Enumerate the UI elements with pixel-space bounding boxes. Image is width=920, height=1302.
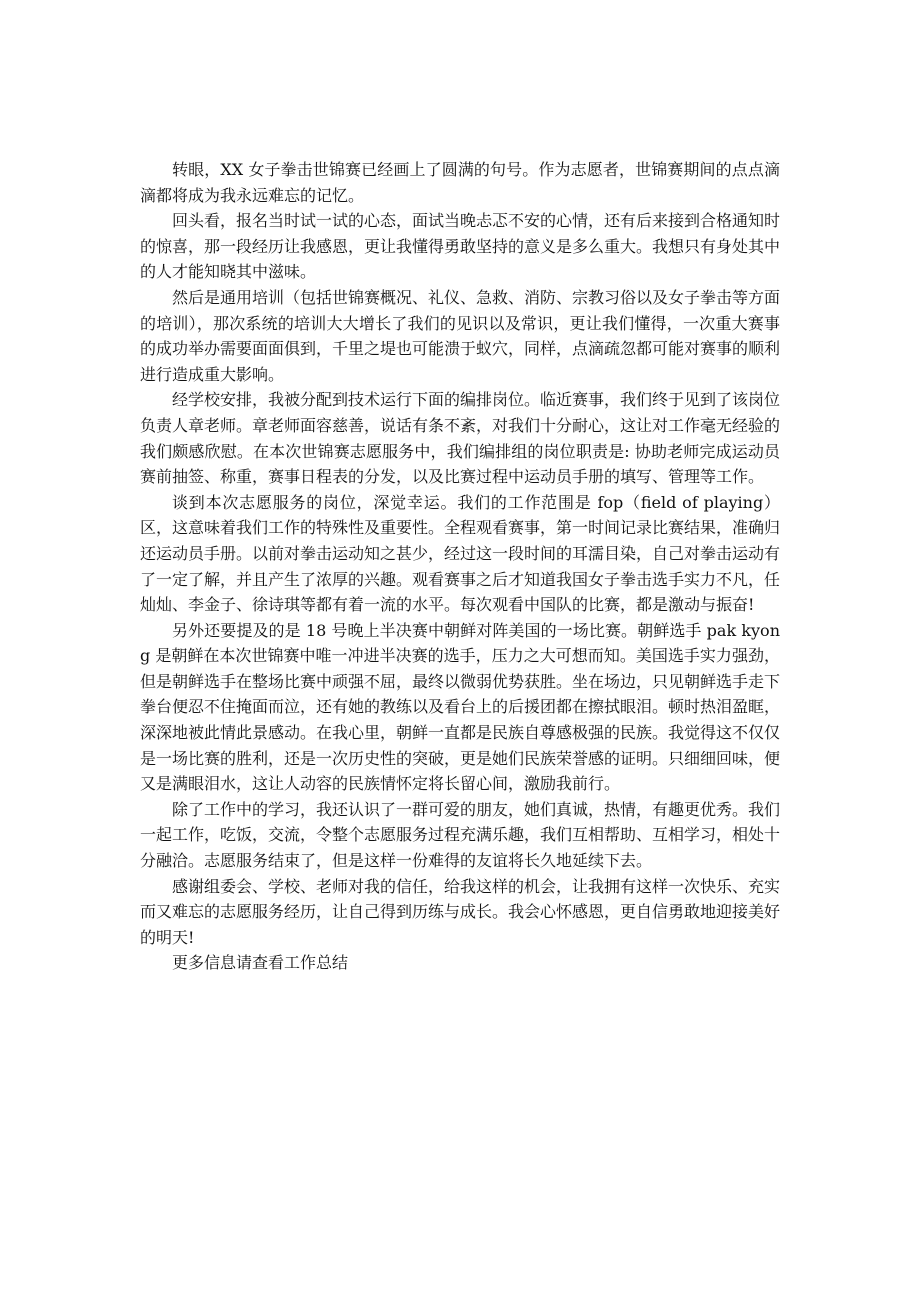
- paragraph-3: 然后是通用培训（包括世锦赛概况、礼仪、急救、消防、宗教习俗以及女子拳击等方面的培训），那次系统的培训大大增长了我们的见识以及常识，更让我们懂得，一次重大赛事的成功举办需要面面俱到，千里之堤也可能溃于蚁穴，同样，点滴疏忽都可能对赛事的顺利进行造成重大影响。: [140, 287, 781, 384]
- paragraph-1: 转眼，XX 女子拳击世锦赛已经画上了圆满的句号。作为志愿者，世锦赛期间的点点滴滴都将成为我永远难忘的记忆。: [140, 160, 780, 205]
- paragraph-2: 回头看，报名当时试一试的心态，面试当晚忐忑不安的心情，还有后来接到合格通知时的惊喜，那一段经历让我感恩，更让我懂得勇敢坚持的意义是多么重大。我想只有身处其中的人才能知晓其中滋味。: [140, 211, 781, 282]
- paragraph-9-more-info-link: 更多信息请查看工作总结: [172, 953, 349, 973]
- paragraph-7: 除了工作中的学习，我还认识了一群可爱的朋友，她们真诚，热情，有趣更优秀。我们一起工作，吃饭，交流，令整个志愿服务过程充满乐趣，我们互相帮助、互相学习，相处十分融洽。志愿服务结束了，但是这样一份难得的友谊将长久地延续下去。: [140, 799, 781, 871]
- paragraph-6: 另外还要提及的是 18 号晚上半决赛中朝鲜对阵美国的一场比赛。朝鲜选手 pak kyong 是朝鲜在本次世锦赛中唯一冲进半决赛的选手，压力之大可想而知。美国选手实力强劲，但是朝鲜选手在整场比赛中顽强不屈，最终以微弱优势获胜。坐在场边，只见朝鲜选手走下拳台便忍不住掩面而泣，还有她的教练以及看台上的后援团都在擦拭眼泪。顿时热泪盈眶，深深地被此情此景感动。在我心里，朝鲜一直都是民族自尊感极强的民族。我觉得这不仅仅是一场比赛的胜利，还是一次历史性的突破，更是她们民族荣誉感的证明。只细细回味，便又是满眼泪水，这让人动容的民族情怀定将长留心间，激励我前行。: [140, 620, 781, 794]
- paragraph-8: 感谢组委会、学校、老师对我的信任，给我这样的机会，让我拥有这样一次快乐、充实而又难忘的志愿服务经历，让自己得到历练与成长。我会心怀感恩，更自信勇敢地迎接美好的明天!: [140, 876, 781, 947]
- paragraph-4: 经学校安排，我被分配到技术运行下面的编排岗位。临近赛事，我们终于见到了该岗位负责人章老师。章老师面容慈善，说话有条不紊，对我们十分耐心，这让对工作毫无经验的我们颇感欣慰。在本次世锦赛志愿服务中，我们编排组的岗位职责是: 协助老师完成运动员赛前抽签、称重，赛事日程表的分发，以及比赛过程中运动员手册的填写、管理等工作。: [140, 390, 781, 487]
- article-body: [140, 157, 780, 976]
- paragraph-5: 谈到本次志愿服务的岗位，深觉幸运。我们的工作范围是 fop（field of playing）区，这意味着我们工作的特殊性及重要性。全程观看赛事，第一时间记录比赛结果，准确归还运动员手册。以前对拳击运动知之甚少，经过这一段时间的耳濡目染，自己对拳击运动有了一定了解，并且产生了浓厚的兴趣。观看赛事之后才知道我国女子拳击选手实力不凡，任灿灿、李金子、徐诗琪等都有着一流的水平。每次观看中国队的比赛，都是激动与振奋!: [140, 492, 781, 615]
